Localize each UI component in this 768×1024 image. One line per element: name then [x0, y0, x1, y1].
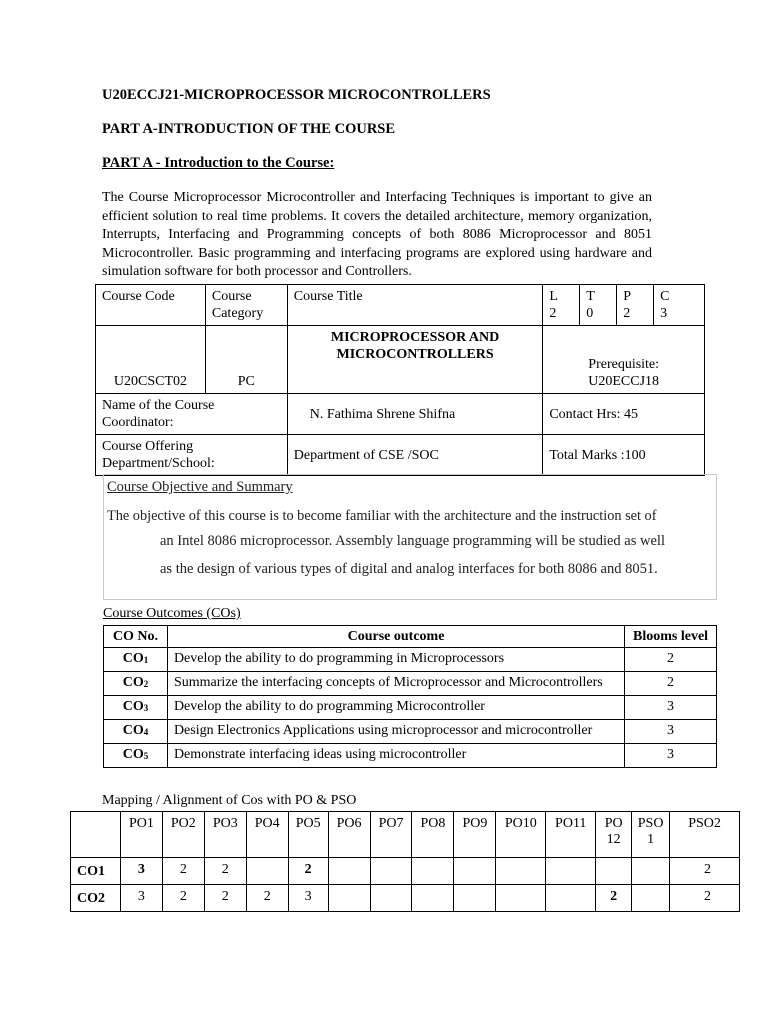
info-coordinator-row: [96, 394, 705, 435]
mapping-cell: [454, 885, 496, 912]
t-label: T: [586, 289, 595, 304]
total-marks: Total Marks :100: [543, 435, 705, 476]
mapping-header-cell: PO9: [454, 812, 496, 858]
course-header: U20ECCJ21-MICROPROCESSOR MICROCONTROLLERS: [102, 87, 491, 103]
mapping-cell: 2: [204, 885, 246, 912]
mapping-cell: [412, 858, 454, 885]
info-offering-row: [96, 435, 705, 476]
mapping-cell: [412, 885, 454, 912]
outcome-co-index: 1: [143, 655, 149, 665]
mapping-cell: [328, 858, 370, 885]
course-objective-box: [103, 474, 717, 600]
mapping-header-cell: PO8: [412, 812, 454, 858]
offering-label: Course Offering Department/School:: [96, 435, 288, 476]
outcome-text: Develop the ability to do programming Microcontroller: [167, 696, 624, 720]
mapping-cell: 2: [288, 858, 328, 885]
objective-line-1: The objective of this course is to become familiar with the architecture and the instruction set of: [107, 508, 657, 524]
info-course-row: [96, 326, 705, 394]
course-title-line2: MICROCONTROLLERS: [336, 347, 494, 362]
outcome-row: [104, 696, 717, 720]
course-title-value: [287, 326, 543, 394]
mapping-cell: 3: [288, 885, 328, 912]
l-label: L: [549, 289, 558, 304]
outcome-blooms-level: 3: [625, 744, 717, 768]
mapping-row-label: CO1: [71, 858, 121, 885]
l-value: 2: [549, 306, 557, 321]
header-p: [617, 285, 654, 326]
mapping-cell: 3: [120, 885, 162, 912]
mapping-header-cell: PO4: [246, 812, 288, 858]
outcome-co-no: [104, 720, 168, 744]
mapping-row: [71, 885, 740, 912]
mapping-header-cell: PO3: [204, 812, 246, 858]
outcome-row: [104, 648, 717, 672]
mapping-cell: [546, 885, 596, 912]
outcome-text: Summarize the interfacing concepts of Microprocessor and Microcontrollers: [167, 672, 624, 696]
mapping-header-cell: PSO 1: [632, 812, 670, 858]
outcome-co-no: [104, 672, 168, 696]
mapping-cell: 2: [246, 885, 288, 912]
header-course-title: Course Title: [287, 285, 543, 326]
outcome-co-no: [104, 744, 168, 768]
coordinator-label: Name of the Course Coordinator:: [96, 394, 288, 435]
mapping-header-cell: PSO2: [670, 812, 740, 858]
header-course-code: Course Code: [96, 285, 206, 326]
objective-line-3: as the design of various types of digital and analog interfaces for both 8086 and 8051.: [160, 561, 658, 577]
p-value: 2: [623, 306, 631, 321]
header-course-outcome: Course outcome: [167, 626, 624, 648]
mapping-cell: [596, 858, 632, 885]
outcome-blooms-level: 3: [625, 696, 717, 720]
outcome-text: Demonstrate interfacing ideas using microcontroller: [167, 744, 624, 768]
outcome-row: [104, 672, 717, 696]
mapping-cell: [328, 885, 370, 912]
header-l: [543, 285, 580, 326]
mapping-header-cell: PO2: [162, 812, 204, 858]
c-value: 3: [660, 306, 668, 321]
outcome-co-no: [104, 648, 168, 672]
objective-line-2: an Intel 8086 microprocessor. Assembly language programming will be studied as well: [160, 533, 665, 549]
header-blooms-level: Blooms level: [625, 626, 717, 648]
coordinator-value: N. Fathima Shrene Shifna: [287, 394, 543, 435]
mapping-cell: 2: [204, 858, 246, 885]
outcomes-header-row: [104, 626, 717, 648]
outcome-text: Design Electronics Applications using microprocessor and microcontroller: [167, 720, 624, 744]
mapping-cell: [632, 885, 670, 912]
outcome-co-label: CO: [122, 651, 144, 666]
mapping-heading: Mapping / Alignment of Cos with PO & PSO: [102, 793, 357, 808]
mapping-cell: [246, 858, 288, 885]
mapping-header-cell: PO 12: [596, 812, 632, 858]
objective-heading: Course Objective and Summary: [107, 479, 293, 495]
mapping-row: [71, 858, 740, 885]
outcome-co-label: CO: [122, 723, 144, 738]
mapping-cell: 2: [670, 885, 740, 912]
mapping-cell: 2: [596, 885, 632, 912]
outcome-row: [104, 744, 717, 768]
header-c: [654, 285, 705, 326]
outcome-co-index: 5: [143, 751, 149, 761]
outcome-text: Develop the ability to do programming in Microprocessors: [167, 648, 624, 672]
mapping-table: [70, 811, 740, 912]
t-value: 0: [586, 306, 594, 321]
outcome-blooms-level: 2: [625, 672, 717, 696]
p-label: P: [623, 289, 631, 304]
mapping-cell: [370, 885, 412, 912]
mapping-row-label: CO2: [71, 885, 121, 912]
outcome-co-label: CO: [122, 699, 144, 714]
mapping-header-cell: PO6: [328, 812, 370, 858]
mapping-header-cell: PO1: [120, 812, 162, 858]
mapping-cell: [546, 858, 596, 885]
mapping-header-cell: PO5: [288, 812, 328, 858]
intro-paragraph: The Course Microprocessor Microcontroller and Interfacing Techniques is important to give an efficient solution to real time problems. It covers the detailed architecture, memory organization, Interrupts, Interfacing and Programming concepts of both 8086 Microprocessor and 8051 Microcontroller. Basic programming and interfacing programs are explored using hardware and simulation software for both processor and Controllers.: [102, 190, 652, 279]
mapping-cell: 2: [162, 858, 204, 885]
outcome-co-no: [104, 696, 168, 720]
part-a-title: PART A-INTRODUCTION OF THE COURSE: [102, 121, 396, 137]
header-t: [580, 285, 617, 326]
mapping-cell: [496, 858, 546, 885]
mapping-cell: 2: [162, 885, 204, 912]
header-course-category: Course Category: [205, 285, 287, 326]
outcome-co-label: CO: [122, 675, 144, 690]
outcome-co-index: 2: [143, 679, 149, 689]
course-category-value: PC: [205, 326, 287, 394]
mapping-corner-cell: [71, 812, 121, 858]
mapping-header-cell: PO10: [496, 812, 546, 858]
info-header-row: [96, 285, 705, 326]
mapping-cell: [496, 885, 546, 912]
outcome-co-index: 3: [143, 703, 149, 713]
mapping-cell: [370, 858, 412, 885]
contact-hours: Contact Hrs: 45: [543, 394, 705, 435]
prerequisite-value: U20ECCJ18: [588, 374, 660, 389]
outcomes-heading: Course Outcomes (COs): [103, 606, 241, 621]
intro-paragraph-block: [102, 189, 652, 282]
mapping-header-cell: PO11: [546, 812, 596, 858]
mapping-cell: [632, 858, 670, 885]
offering-value: Department of CSE /SOC: [287, 435, 543, 476]
course-title-line1: MICROPROCESSOR AND: [330, 330, 500, 345]
course-info-table: [95, 284, 705, 476]
course-code-value: U20CSCT02: [96, 326, 206, 394]
prerequisite-cell: [543, 326, 705, 394]
outcome-blooms-level: 2: [625, 648, 717, 672]
c-label: C: [660, 289, 670, 304]
prerequisite-label: Prerequisite:: [588, 357, 660, 372]
header-co-no: CO No.: [104, 626, 168, 648]
mapping-header-cell: PO7: [370, 812, 412, 858]
part-a-subtitle: PART A - Introduction to the Course:: [102, 155, 335, 171]
mapping-header-row: [71, 812, 740, 858]
mapping-cell: 2: [670, 858, 740, 885]
outcome-row: [104, 720, 717, 744]
outcome-blooms-level: 3: [625, 720, 717, 744]
outcome-co-index: 4: [143, 727, 149, 737]
mapping-cell: [454, 858, 496, 885]
course-outcomes-table: [103, 625, 717, 768]
mapping-cell: 3: [120, 858, 162, 885]
outcome-co-label: CO: [122, 747, 144, 762]
